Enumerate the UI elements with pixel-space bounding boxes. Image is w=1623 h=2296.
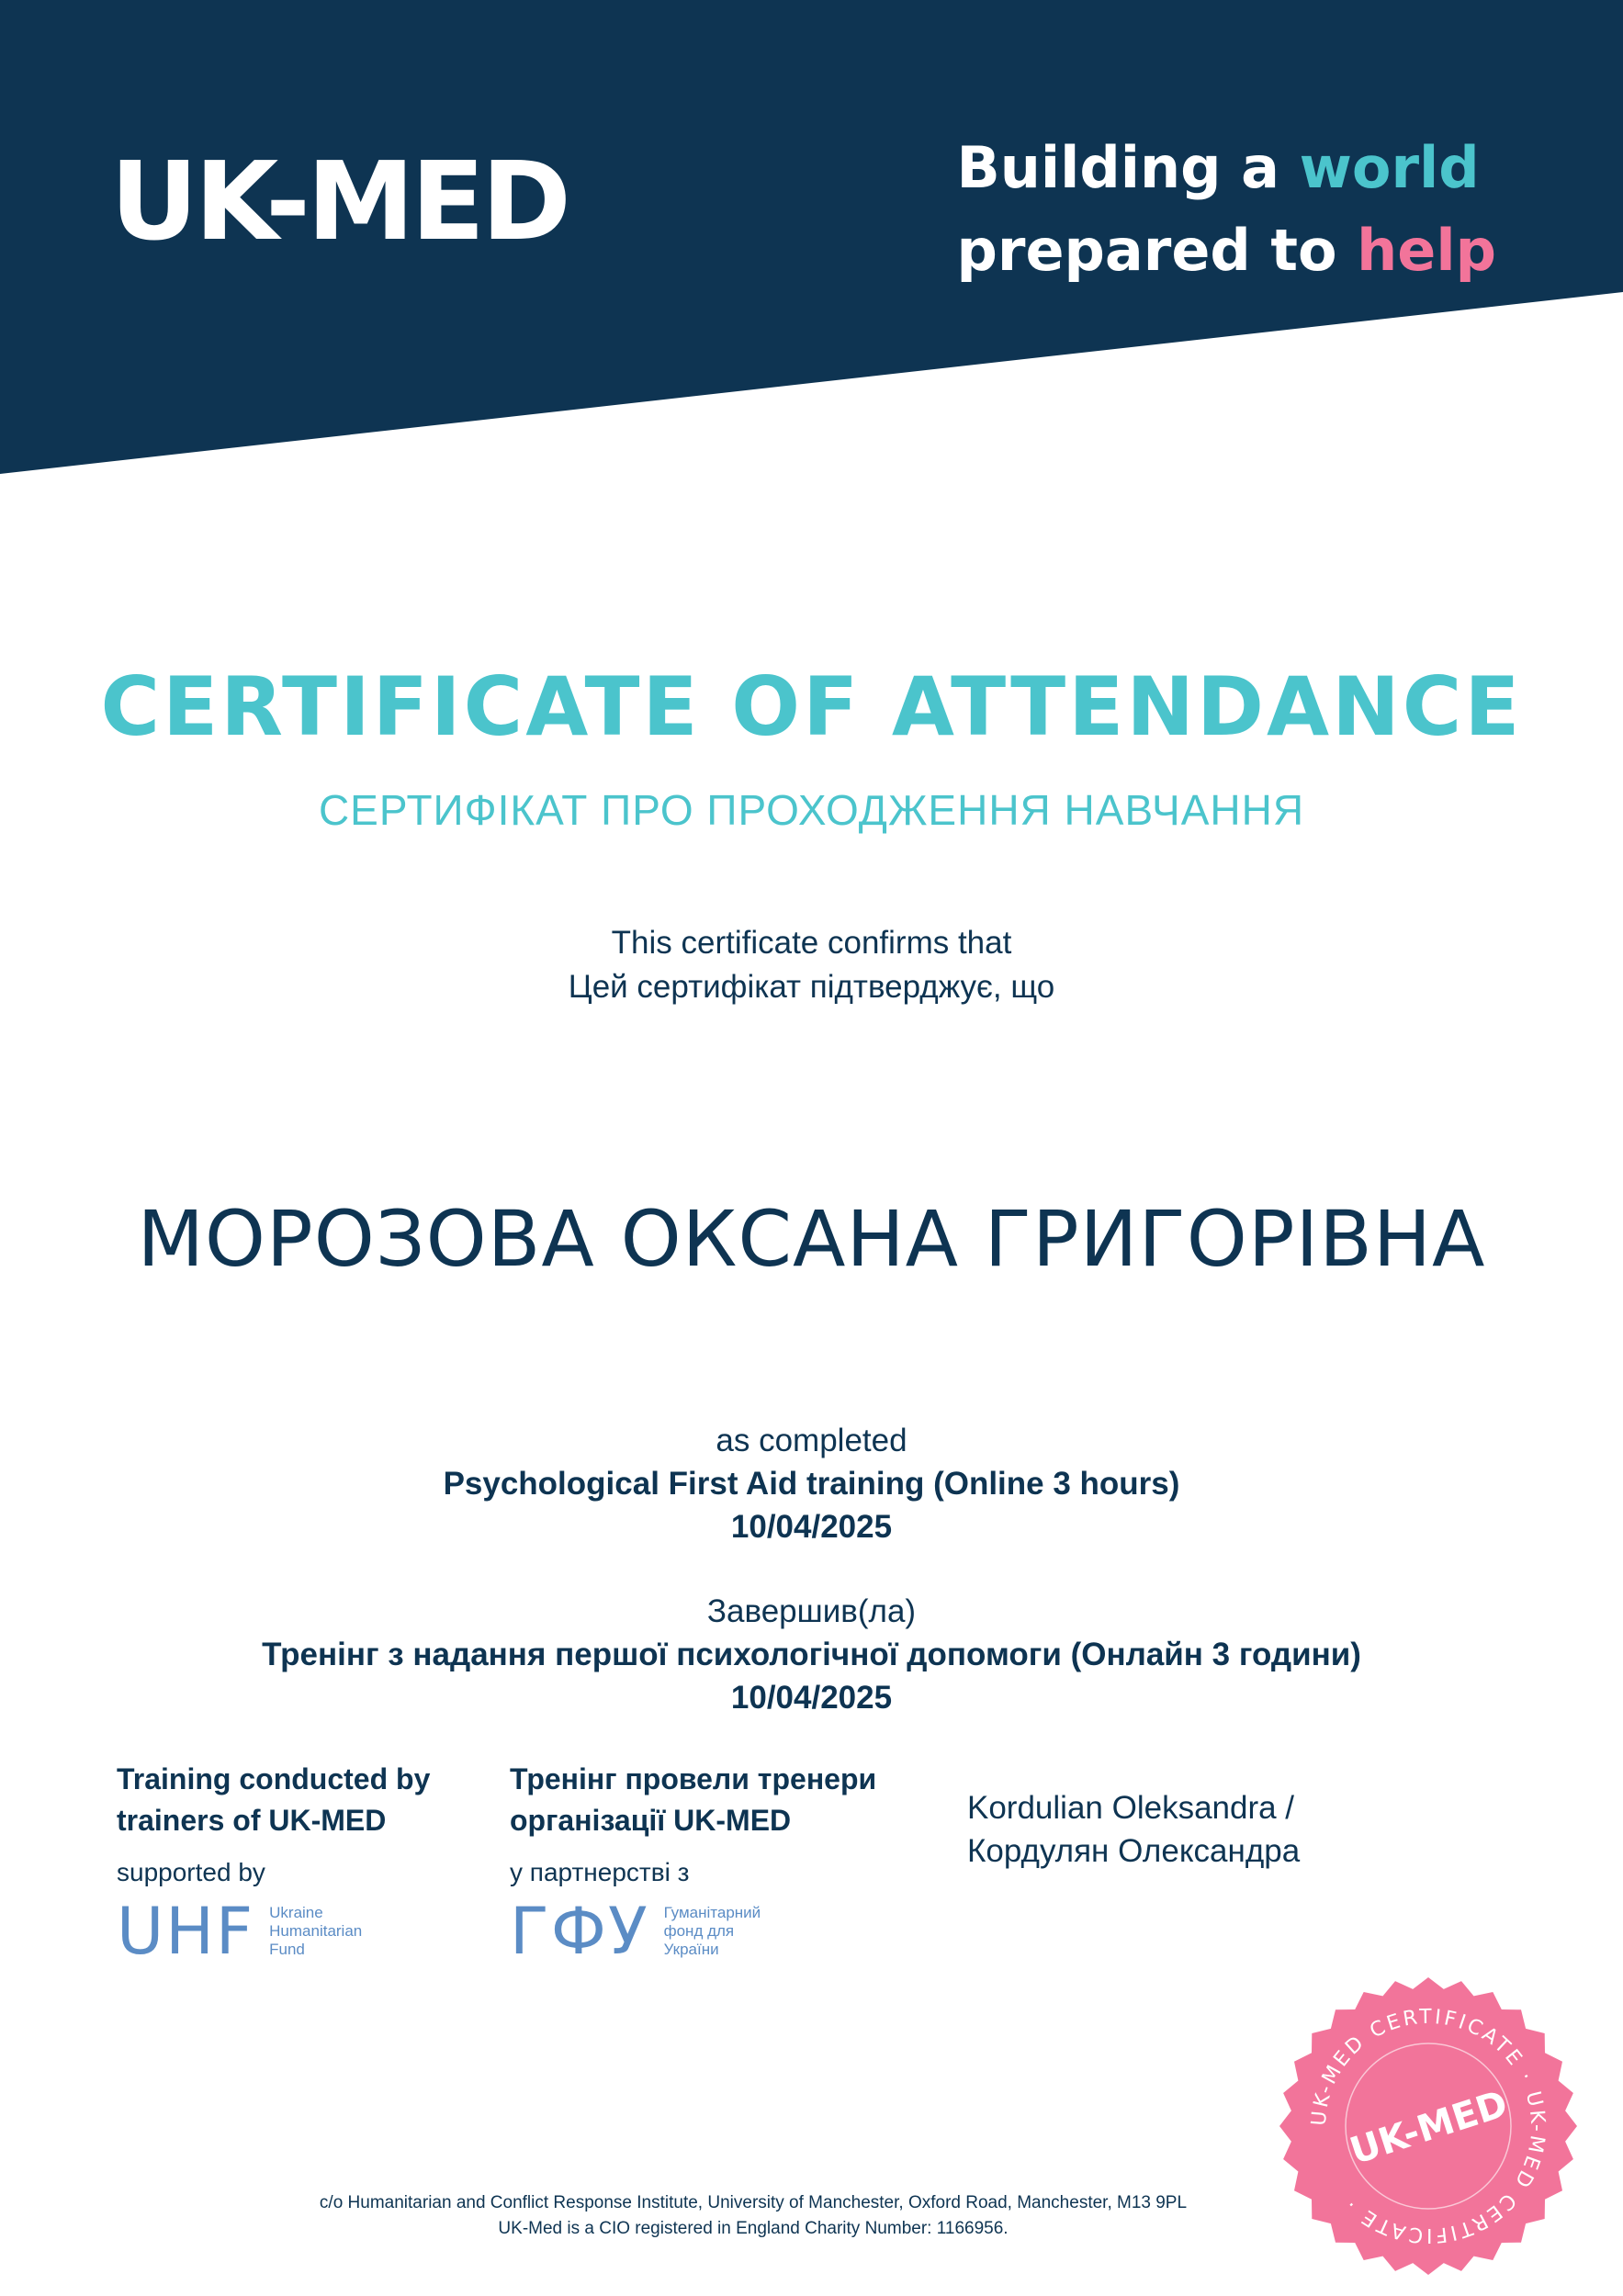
tagline-word: prepared to — [956, 217, 1337, 284]
uhf-abbr: UHF — [117, 1894, 255, 1969]
footer — [0, 2190, 1506, 2242]
completion-intro-uk: Завершив(ла) — [706, 1593, 917, 1629]
footer-address: c/o Humanitarian and Conflict Response Institute, University of Manchester, Oxford Road, Manchester, M13 9PL — [319, 2193, 1188, 2212]
trainer-line: Kordulian Oleksandra / — [967, 1790, 1295, 1826]
completion-uk — [0, 1590, 1623, 1719]
supported-by-uk: у партнерстві з — [510, 1858, 690, 1886]
course-date: 10/04/2025 — [730, 1509, 893, 1545]
logo-text: UK-MED — [110, 138, 568, 264]
certificate-title-uk: СЕРТИФІКАТ ПРО ПРОХОДЖЕННЯ НАВЧАННЯ — [318, 786, 1305, 834]
certificate-title: CERTIFICATE OF ATTENDANCE — [100, 659, 1523, 754]
confirms-text — [0, 921, 1623, 1009]
training-line-uk: організації UK-MED — [510, 1804, 792, 1837]
tagline-word: a — [1241, 134, 1280, 201]
tagline-world: world — [1299, 134, 1480, 201]
seal-logo: UK-MED — [1345, 2082, 1513, 2174]
training-info-en — [117, 1759, 430, 1887]
gfu-abbr: ГФУ — [510, 1894, 649, 1969]
gfu-line: України — [663, 1941, 719, 1958]
uhf-line: Humanitarian — [269, 1922, 363, 1940]
recipient-name: МОРОЗОВА ОКСАНА ГРИГОРІВНА — [137, 1194, 1486, 1284]
gfu-fullname — [664, 1904, 761, 1959]
uhf-fullname — [269, 1904, 362, 1959]
footer-charity: UK-Med is a CIO registered in England Charity Number: 1166956. — [498, 2219, 1009, 2238]
uhf-logo — [117, 1894, 363, 1969]
course-name: Psychological First Aid training (Online 3 hours) — [443, 1466, 1180, 1502]
completion-en — [0, 1419, 1623, 1548]
uk-med-logo — [110, 138, 568, 264]
tagline — [957, 127, 1496, 292]
gfu-line: фонд для — [663, 1922, 735, 1940]
training-line-uk: Тренінг провели тренери — [510, 1762, 877, 1795]
trainer-line: Кордулян Олександра — [967, 1833, 1301, 1869]
tagline-help: help — [1357, 217, 1496, 284]
confirms-uk: Цей сертифікат підтверджує, що — [568, 969, 1055, 1005]
supported-by: supported by — [117, 1858, 265, 1886]
training-line: Training conducted by — [117, 1762, 431, 1795]
course-date-uk: 10/04/2025 — [730, 1680, 893, 1716]
seal-ring-text: UK-MED CERTIFICATE · UK-MED CERTIFICATE · — [1307, 2005, 1550, 2247]
training-line: trainers of UK-MED — [117, 1804, 387, 1837]
course-name-uk: Тренінг з надання першої психологічної допомоги (Онлайн 3 години) — [262, 1637, 1361, 1672]
uhf-line: Fund — [269, 1941, 305, 1958]
tagline-word: Building — [956, 134, 1222, 201]
uhf-line: Ukraine — [269, 1904, 323, 1921]
trainer-name — [967, 1786, 1300, 1873]
gfu-line: Гуманітарний — [663, 1904, 761, 1921]
training-info-uk — [510, 1759, 876, 1887]
gfu-logo — [510, 1894, 761, 1969]
confirms-en: This certificate confirms that — [611, 925, 1012, 961]
completion-intro: as completed — [716, 1423, 907, 1458]
